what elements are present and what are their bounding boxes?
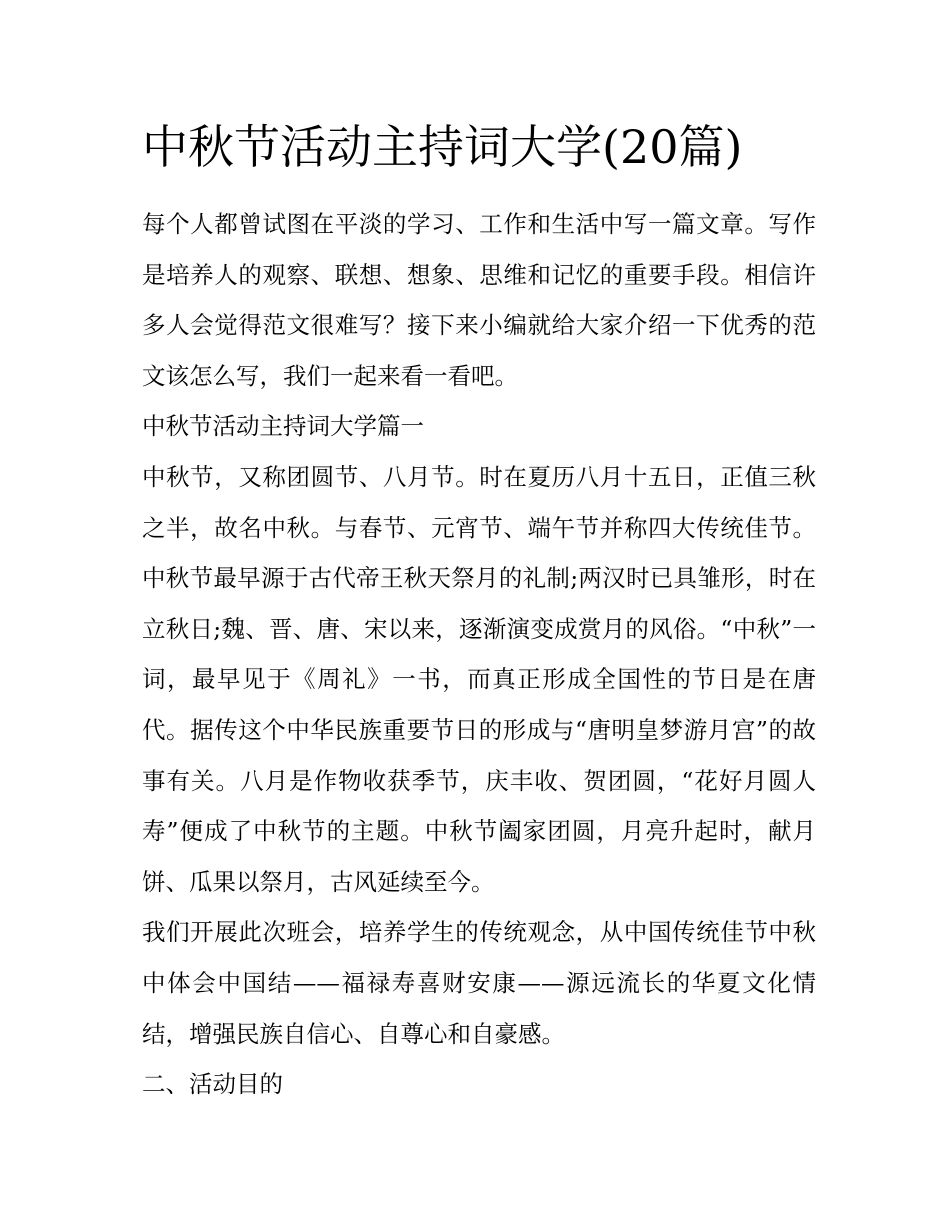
subheading-activity-goal: 二、活动目的	[142, 1070, 283, 1099]
section-heading: 中秋节活动主持词大学篇一	[142, 412, 424, 441]
body-paragraph-2: 我们开展此次班会，培养学生的传统观念，从中国传统佳节中秋中体会中国结——福禄寿喜财安康——源远流长的华夏文化情结，增强民族自信心、自尊心和自豪感。	[142, 918, 816, 1048]
body-paragraph-1: 中秋节，又称团圆节、八月节。时在夏历八月十五日，正值三秋之半，故名中秋。与春节、元宵节、端午节并称四大传统佳节。中秋节最早源于古代帝王秋天祭月的礼制;两汉时已具雏形，时在立秋日;魏、晋、唐、宋以来，逐渐演变成赏月的风俗。“中秋”一词，最早见于《周礼》一书，而真正形成全国性的节日是在唐代。据传这个中华民族重要节日的形成与“唐明皇梦游月宫”的故事有关。八月是作物收获季节，庆丰收、贺团圆，“花好月圆人寿”便成了中秋节的主题。中秋节阖家团圆，月亮升起时，献月饼、瓜果以祭月，古风延续至今。	[142, 462, 816, 896]
intro-paragraph: 每个人都曾试图在平淡的学习、工作和生活中写一篇文章。写作是培养人的观察、联想、想象、思维和记忆的重要手段。相信许多人会觉得范文很难写？接下来小编就给大家介绍一下优秀的范文该怎么写，我们一起来看一看吧。	[142, 210, 816, 390]
document-title: 中秋节活动主持词大学(20篇)	[142, 120, 743, 174]
document-body	[142, 199, 816, 1110]
